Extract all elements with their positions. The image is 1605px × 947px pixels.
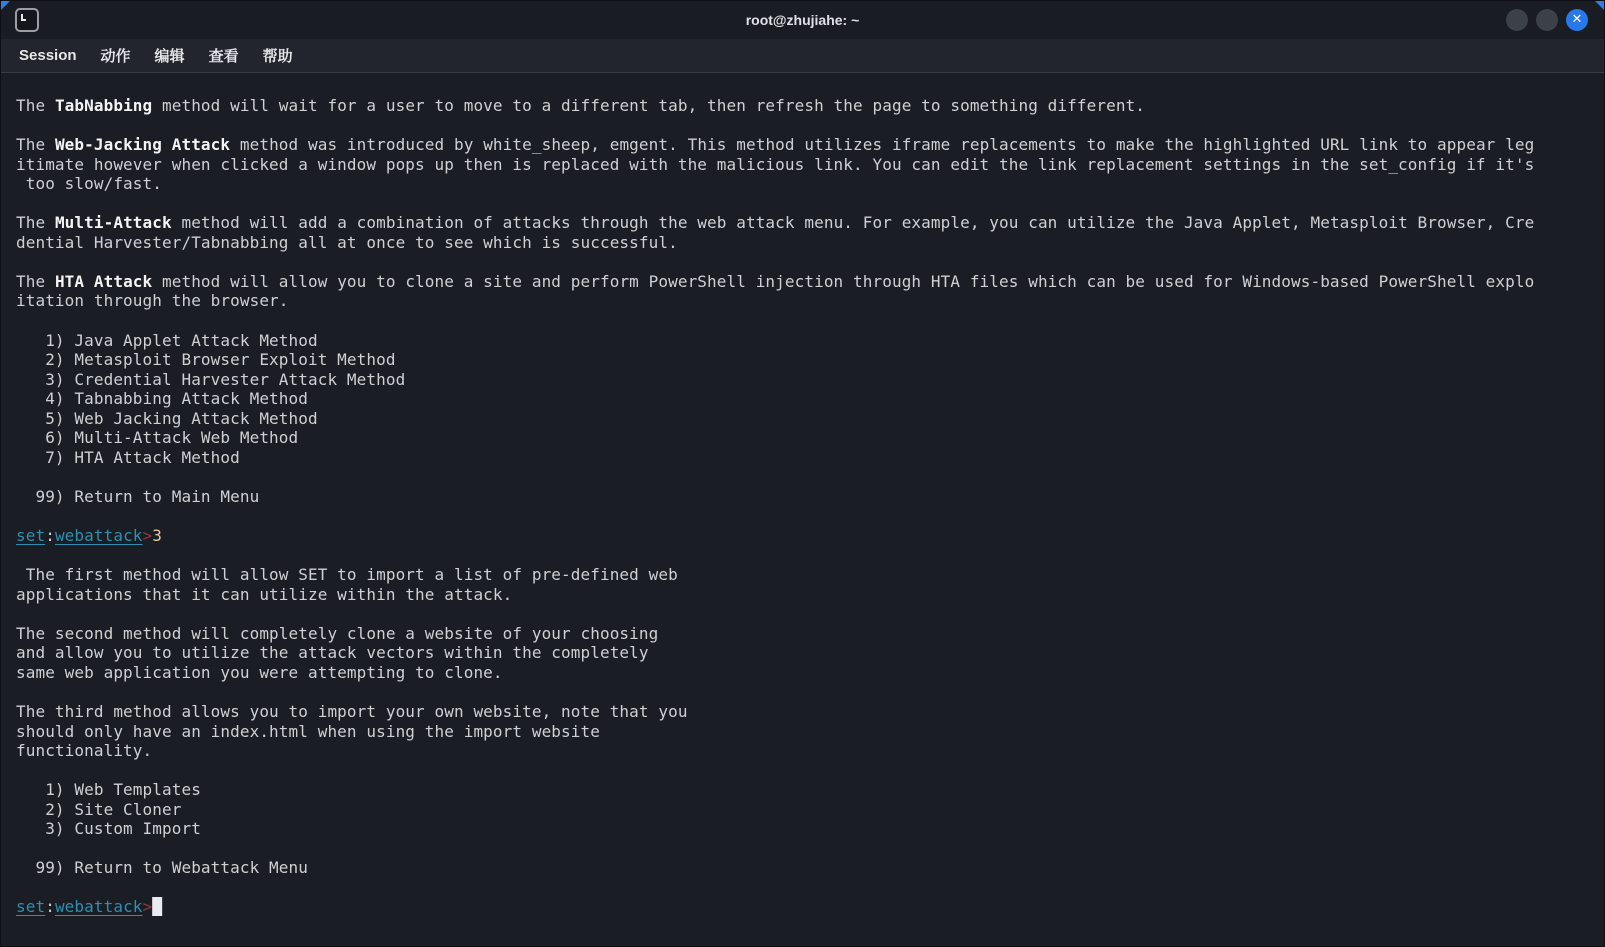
terminal-line — [16, 409, 1589, 429]
text: and allow you to utilize the attack vectors within the completely — [16, 643, 649, 663]
terminal-line — [16, 761, 1589, 781]
text: 99) Return to Main Menu — [16, 486, 260, 506]
text: The second method will completely clone a website of your choosing — [16, 623, 659, 643]
minimize-button[interactable] — [1506, 9, 1528, 31]
terminal-line — [16, 624, 1589, 644]
terminal-line — [16, 526, 1589, 546]
terminal-cursor: █ — [152, 897, 163, 917]
text: 2) Site Cloner — [16, 799, 182, 819]
terminal-line — [16, 291, 1589, 311]
terminal-line — [16, 96, 1589, 116]
terminal-line — [16, 370, 1589, 390]
terminal-line — [16, 722, 1589, 742]
terminal-line — [16, 780, 1589, 800]
terminal-line — [16, 428, 1589, 448]
prompt-link: set — [16, 897, 46, 917]
text: method will wait for a user to move to a different tab, then refresh the page to something different. — [152, 96, 1146, 115]
terminal-line — [16, 252, 1589, 272]
terminal-line — [16, 702, 1589, 722]
prompt-arrow: > — [142, 897, 153, 917]
text: 6) Multi-Attack Web Method — [16, 428, 299, 448]
text: The — [16, 96, 55, 115]
window-resize-corner-right[interactable] — [1595, 1, 1604, 10]
text: 3) Credential Harvester Attack Method — [16, 369, 406, 389]
terminal-line — [16, 389, 1589, 409]
terminal-line — [16, 604, 1589, 624]
window-resize-corner-left[interactable] — [1, 1, 10, 10]
text: : — [45, 526, 55, 546]
terminal-line — [16, 272, 1589, 292]
text: 1) Web Templates — [16, 780, 201, 800]
text: dential Harvester/Tabnabbing all at once to see which is successful. — [16, 232, 678, 252]
menu-bar — [1, 39, 1604, 73]
terminal-line — [16, 155, 1589, 175]
terminal-line — [16, 682, 1589, 702]
text: 2) Metasploit Browser Exploit Method — [16, 350, 396, 370]
terminal-line — [16, 448, 1589, 468]
prompt-link: webattack — [54, 526, 143, 546]
terminal-line — [16, 506, 1589, 526]
text: itation through the browser. — [16, 291, 289, 311]
terminal-line — [16, 741, 1589, 761]
menu-item-view[interactable]: 查看 — [208, 48, 239, 65]
window-title: root@zhujiahe: ~ — [745, 12, 860, 28]
text: : — [45, 897, 55, 917]
terminal-line — [16, 311, 1589, 331]
text: method was introduced by white_sheep, emgent. This method utilizes iframe replacements to make the highlighted URL link to appear leg — [230, 135, 1535, 155]
window-titlebar — [1, 1, 1604, 39]
terminal-line — [16, 839, 1589, 859]
text: The first method will allow SET to import a list of pre-defined web — [16, 565, 678, 585]
terminal-line — [16, 174, 1589, 194]
text: 4) Tabnabbing Attack Method — [16, 389, 308, 409]
close-button[interactable]: ✕ — [1566, 9, 1588, 31]
bold-text: TabNabbing — [54, 96, 153, 115]
menu-item-actions[interactable]: 动作 — [100, 48, 131, 65]
menu-item-edit[interactable]: 编辑 — [154, 48, 185, 65]
window-controls — [1506, 9, 1588, 31]
text: method will add a combination of attacks through the web attack menu. For example, you can utilize the Java Applet, Metasploit Browser, Cre — [171, 213, 1535, 233]
terminal-line — [16, 858, 1589, 878]
terminal-line — [16, 565, 1589, 585]
text: itimate however when clicked a window pops up then is replaced with the malicious link. You can edit the link replacement settings in the set_config if it's — [16, 154, 1535, 174]
menu-item-help[interactable]: 帮助 — [262, 48, 293, 65]
text: applications that it can utilize within the attack. — [16, 584, 513, 604]
terminal-line — [16, 213, 1589, 233]
prompt-arrow: > — [142, 526, 153, 546]
text: 1) Java Applet Attack Method — [16, 330, 318, 350]
text: 7) HTA Attack Method — [16, 447, 240, 467]
terminal-line — [16, 467, 1589, 487]
text: The third method allows you to import your own website, note that you — [16, 701, 688, 721]
terminal-line — [16, 116, 1589, 136]
text: 5) Web Jacking Attack Method — [16, 408, 318, 428]
text: 99) Return to Webattack Menu — [16, 858, 308, 878]
text: The — [16, 135, 55, 155]
terminal-output-area[interactable] — [2, 74, 1603, 945]
terminal-line — [16, 819, 1589, 839]
terminal-line — [16, 663, 1589, 683]
terminal-line — [16, 546, 1589, 566]
menu-item-session[interactable]: Session — [19, 47, 77, 64]
maximize-button[interactable] — [1536, 9, 1558, 31]
text: same web application you were attempting to clone. — [16, 662, 503, 682]
terminal-line — [16, 878, 1589, 898]
terminal-line — [16, 585, 1589, 605]
prompt-link: webattack — [54, 897, 143, 917]
terminal-line — [16, 233, 1589, 253]
terminal-line — [16, 800, 1589, 820]
terminal-line — [16, 194, 1589, 214]
text: The — [16, 271, 55, 291]
prompt-link: set — [16, 526, 46, 546]
bold-text: Multi-Attack — [54, 213, 172, 233]
text: The — [16, 213, 55, 233]
text: too slow/fast. — [16, 174, 162, 194]
bold-text: Web-Jacking Attack — [54, 135, 231, 155]
terminal-line — [16, 350, 1589, 370]
text: 3) Custom Import — [16, 819, 201, 839]
bold-text: HTA Attack — [54, 271, 153, 291]
text: functionality. — [16, 741, 153, 761]
text: should only have an index.html when using the import website — [16, 721, 600, 741]
typed-input: 3 — [152, 526, 163, 546]
terminal-line — [16, 331, 1589, 351]
terminal-line — [16, 643, 1589, 663]
text: method will allow you to clone a site and perform PowerShell injection through HTA files which can be used for Windows-based PowerShell explo — [152, 271, 1535, 291]
terminal-line — [16, 897, 1589, 917]
terminal-line — [16, 135, 1589, 155]
terminal-line — [16, 487, 1589, 507]
